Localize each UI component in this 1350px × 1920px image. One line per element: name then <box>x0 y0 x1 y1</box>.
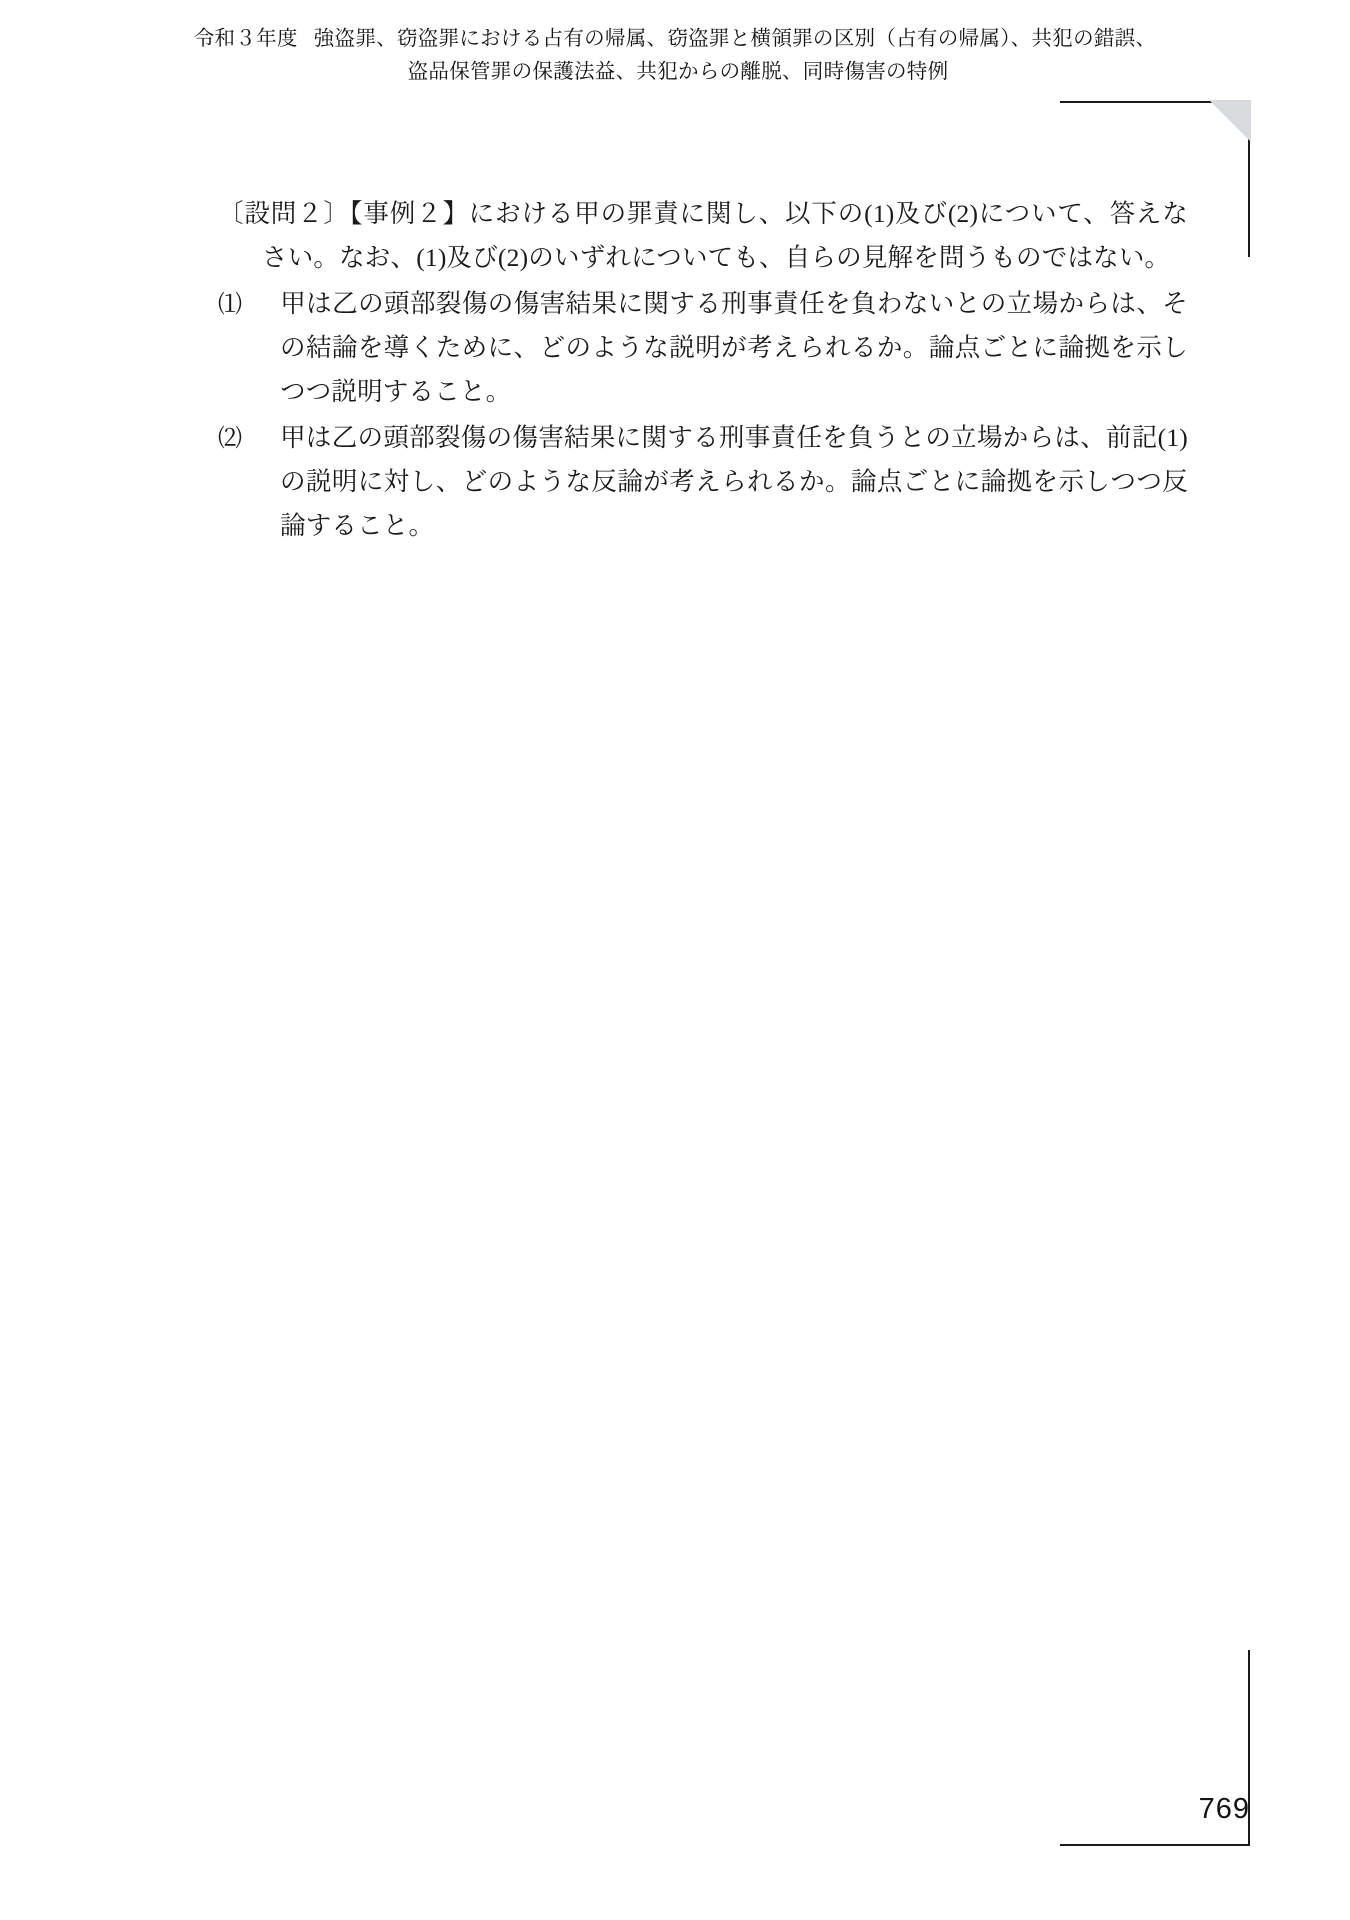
question-item-1 <box>218 282 1188 414</box>
running-head-line-1: 強盗罪、窃盗罪における占有の帰属、窃盗罪と横領罪の区別（占有の帰属）、共犯の錯誤、 <box>313 27 1157 50</box>
running-head <box>0 22 1350 88</box>
item-1-text: 甲は乙の頭部裂傷の傷害結果に関する刑事責任を負わないとの立場からは、その結論を導くために、どのような説明が考えられるか。論点ごとに論拠を示しつつ説明すること。 <box>280 288 1188 406</box>
running-head-year: 令和３年度 <box>193 27 298 50</box>
question-item-2 <box>218 416 1188 548</box>
question-lead-paragraph: 〔設問２〕【事例２】における甲の罪責に関し、以下の(1)及び(2)について、答えなさい。なお、(1)及び(2)のいずれについても、自らの見解を問うものではない。 <box>218 199 1188 272</box>
item-2-marker: ⑵ <box>218 425 243 452</box>
running-head-line-2: 盗品保管罪の保護法益、共犯からの離脱、同時傷害の特例 <box>407 60 949 84</box>
bottom-corner-rule <box>1060 1844 1250 1846</box>
corner-fold-triangle <box>1209 100 1251 142</box>
page-number: 769 <box>1198 1793 1250 1825</box>
item-1-marker: ⑴ <box>218 291 243 318</box>
body-text-block <box>218 192 1188 550</box>
item-2-text: 甲は乙の頭部裂傷の傷害結果に関する刑事責任を負うとの立場からは、前記(1)の説明に対し、どのような反論が考えられるか。論点ごとに論拠を示しつつ反論すること。 <box>280 422 1188 540</box>
